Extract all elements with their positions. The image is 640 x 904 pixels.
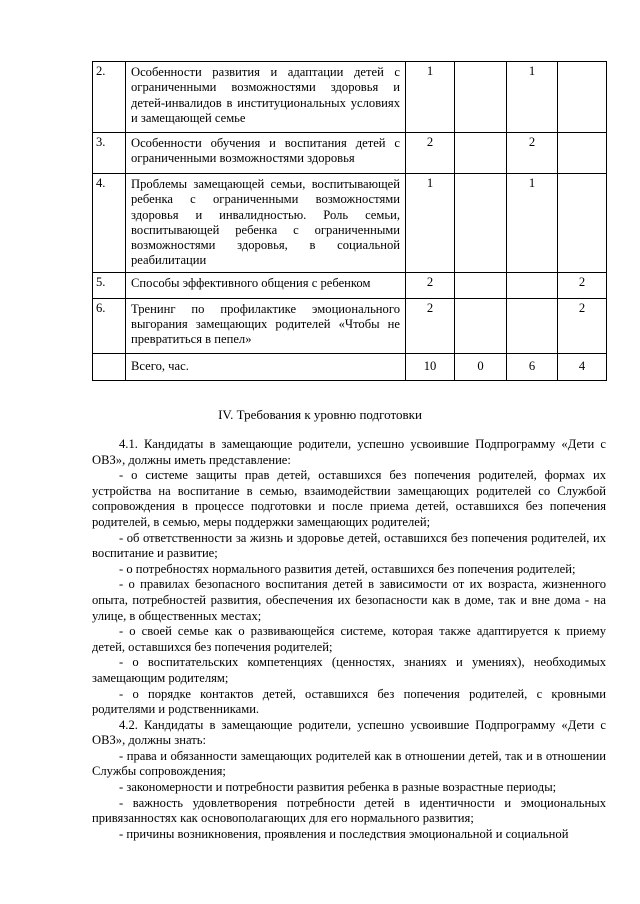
row-number: 4. <box>93 174 126 273</box>
row-number <box>93 353 126 380</box>
total-training: 4 <box>558 353 607 380</box>
hours-practical: 1 <box>507 62 558 133</box>
list-item: - важность удовлетворения потребности детей в идентичности и эмоциональных привязанностях как основополагающих для его нормального развития; <box>92 795 606 826</box>
list-item: - закономерности и потребности развития ребенка в разные возрастные периоды; <box>119 780 557 795</box>
list-item: - о правилах безопасного воспитания детей в зависимости от их возраста, жизненного опыта, потребностей развития, обеспечения их безопасности как в доме, так и вне дома - на улице, в общественных местах; <box>92 577 606 623</box>
table-row <box>93 62 607 133</box>
curriculum-table <box>92 61 607 381</box>
hours-practical: 2 <box>507 133 558 174</box>
row-topic: Проблемы замещающей семьи, воспитывающей ребенка с ограниченными возможностями здоровья и инвалидностью. Роль семьи, воспитывающей ребенка с ограниченными возможностями здоровья, в социальной реабилитации <box>126 174 406 273</box>
table-row <box>93 174 607 273</box>
hours-training <box>558 174 607 273</box>
list-item: - причины возникновения, проявления и последствия эмоциональной и социальной <box>119 826 569 841</box>
row-topic: Особенности развития и адаптации детей с ограниченными возможностями здоровья и детей-инвалидов в институциональных условиях и замещающей семье <box>126 62 406 133</box>
list-item: - о системе защиты прав детей, оставшихся без попечения родителей, формах их устройства на воспитание в семью, взаимодействии замещающих родителей со Службой сопровождения в процессе подготовки и после приема детей, оставшихся без попечения родителей, в семью, меры поддержки замещающих родителей; <box>92 468 606 529</box>
list-item: - о воспитательских компетенциях (ценностях, знаниях и умениях), необходимых замещающим родителям; <box>92 655 606 685</box>
row-number: 3. <box>93 133 126 174</box>
hours-training <box>558 133 607 174</box>
total-label: Всего, час. <box>126 353 406 380</box>
row-number: 5. <box>93 272 126 298</box>
table-row <box>93 272 607 298</box>
hours-total: 1 <box>406 62 455 133</box>
row-topic: Тренинг по профилактике эмоционального выгорания замещающих родителей «Чтобы не превратиться в пепел» <box>126 298 406 353</box>
requirements-text <box>92 437 606 842</box>
hours-practical <box>507 298 558 353</box>
hours-training: 2 <box>558 272 607 298</box>
row-number: 2. <box>93 62 126 133</box>
hours-total: 2 <box>406 298 455 353</box>
paragraph-4-2: 4.2. Кандидаты в замещающие родители, успешно усвоившие Подпрограмму «Дети с ОВЗ», должны знать: <box>92 717 606 748</box>
list-item: - об ответственности за жизнь и здоровье детей, оставшихся без попечения родителей, их воспитание и развитие; <box>92 530 606 561</box>
hours-total: 2 <box>406 133 455 174</box>
row-number: 6. <box>93 298 126 353</box>
list-item: - о порядке контактов детей, оставшихся без попечения родителей, с кровными родителями и родственниками. <box>92 686 606 717</box>
row-topic: Особенности обучения и воспитания детей с ограниченными возможностями здоровья <box>126 133 406 174</box>
paragraph-4-1: 4.1. Кандидаты в замещающие родители, успешно усвоившие Подпрограмму «Дети с ОВЗ», должны иметь представление: <box>92 437 606 467</box>
hours-practical: 1 <box>507 174 558 273</box>
hours-lectures <box>455 174 507 273</box>
section-title: IV. Требования к уровню подготовки <box>218 407 422 422</box>
hours-lectures <box>455 298 507 353</box>
total-practical: 6 <box>507 353 558 380</box>
hours-lectures <box>455 62 507 133</box>
hours-lectures <box>455 133 507 174</box>
table-total-row <box>93 353 607 380</box>
hours-training <box>558 62 607 133</box>
list-item: - о своей семье как о развивающейся системе, которая также адаптируется к приему детей, оставшихся без попечения родителей; <box>92 624 606 654</box>
hours-total: 2 <box>406 272 455 298</box>
list-item: - о потребностях нормального развития детей, оставшихся без попечения родителей; <box>119 561 576 576</box>
hours-practical <box>507 272 558 298</box>
hours-total: 1 <box>406 174 455 273</box>
table-row <box>93 298 607 353</box>
hours-lectures <box>455 272 507 298</box>
row-topic: Способы эффективного общения с ребенком <box>126 272 406 298</box>
hours-training: 2 <box>558 298 607 353</box>
list-item: - права и обязанности замещающих родителей как в отношении детей, так и в отношении Службы сопровождения; <box>92 748 606 779</box>
total-lectures: 0 <box>455 353 507 380</box>
table-row <box>93 133 607 174</box>
total-hours: 10 <box>406 353 455 380</box>
